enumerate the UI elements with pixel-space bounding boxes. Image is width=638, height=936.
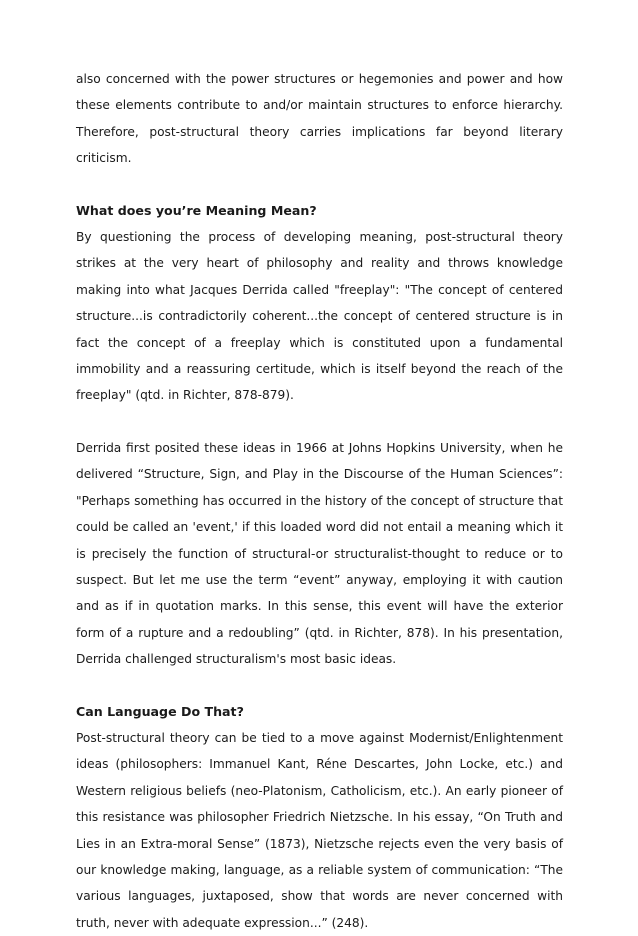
- section-heading-language: Can Language Do That?: [76, 703, 244, 719]
- body-paragraph: Derrida first posited these ideas in 1966 at Johns Hopkins University, when he delivered “Structure, Sign, and Play in the Discourse of the Human Sciences”: "Perhaps something has occurred in the history of the concept of structure that could be called an 'event,' if this loaded word did not entail a meaning which it is precisely the function of structural-or structuralist-thought to reduce or to suspect. But let me use the term “event” anyway, employing it with caution and as if in quotation marks. In this sense, this event will have the exterior form of a rupture and a redoubling” (qtd. in Richter, 878). In his presentation, Derrida challenged structuralism's most basic ideas.: [76, 440, 563, 667]
- body-paragraph: Post-structural theory can be tied to a move against Modernist/Enlightenment ideas (philosophers: Immanuel Kant, Réne Descartes, John Locke, etc.) and Western religious beliefs (neo-Platonism, Catholicism, etc.). An early pioneer of this resistance was philosopher Friedrich Nietzsche. In his essay, “On Truth and Lies in an Extra-moral Sense” (1873), Nietzsche rejects even the very basis of our knowledge making, language, as a reliable system of communication: “The various languages, juxtaposed, show that words are never concerned with truth, never with adequate expression...” (248).: [76, 730, 563, 930]
- paragraph-spacer: [76, 409, 563, 435]
- document-page: [76, 66, 563, 936]
- body-paragraph: By questioning the process of developing meaning, post-structural theory strikes at the very heart of philosophy and reality and throws knowledge making into what Jacques Derrida called "freeplay": "The concept of centered structure...is contradictorily coherent...the concept of centered structure is in fact the concept of a freeplay which is constituted upon a fundamental immobility and a reassuring certitude, which is itself beyond the reach of the freeplay" (qtd. in Richter, 878-879).: [76, 230, 563, 403]
- paragraph-spacer: [76, 172, 563, 198]
- paragraph-spacer: [76, 673, 563, 699]
- intro-paragraph: also concerned with the power structures or hegemonies and power and how these elements contribute to and/or maintain structures to enforce hierarchy. Therefore, post-structural theory carries implications far beyond literary criticism.: [76, 72, 563, 166]
- section-heading-meaning: What does you’re Meaning Mean?: [76, 202, 317, 218]
